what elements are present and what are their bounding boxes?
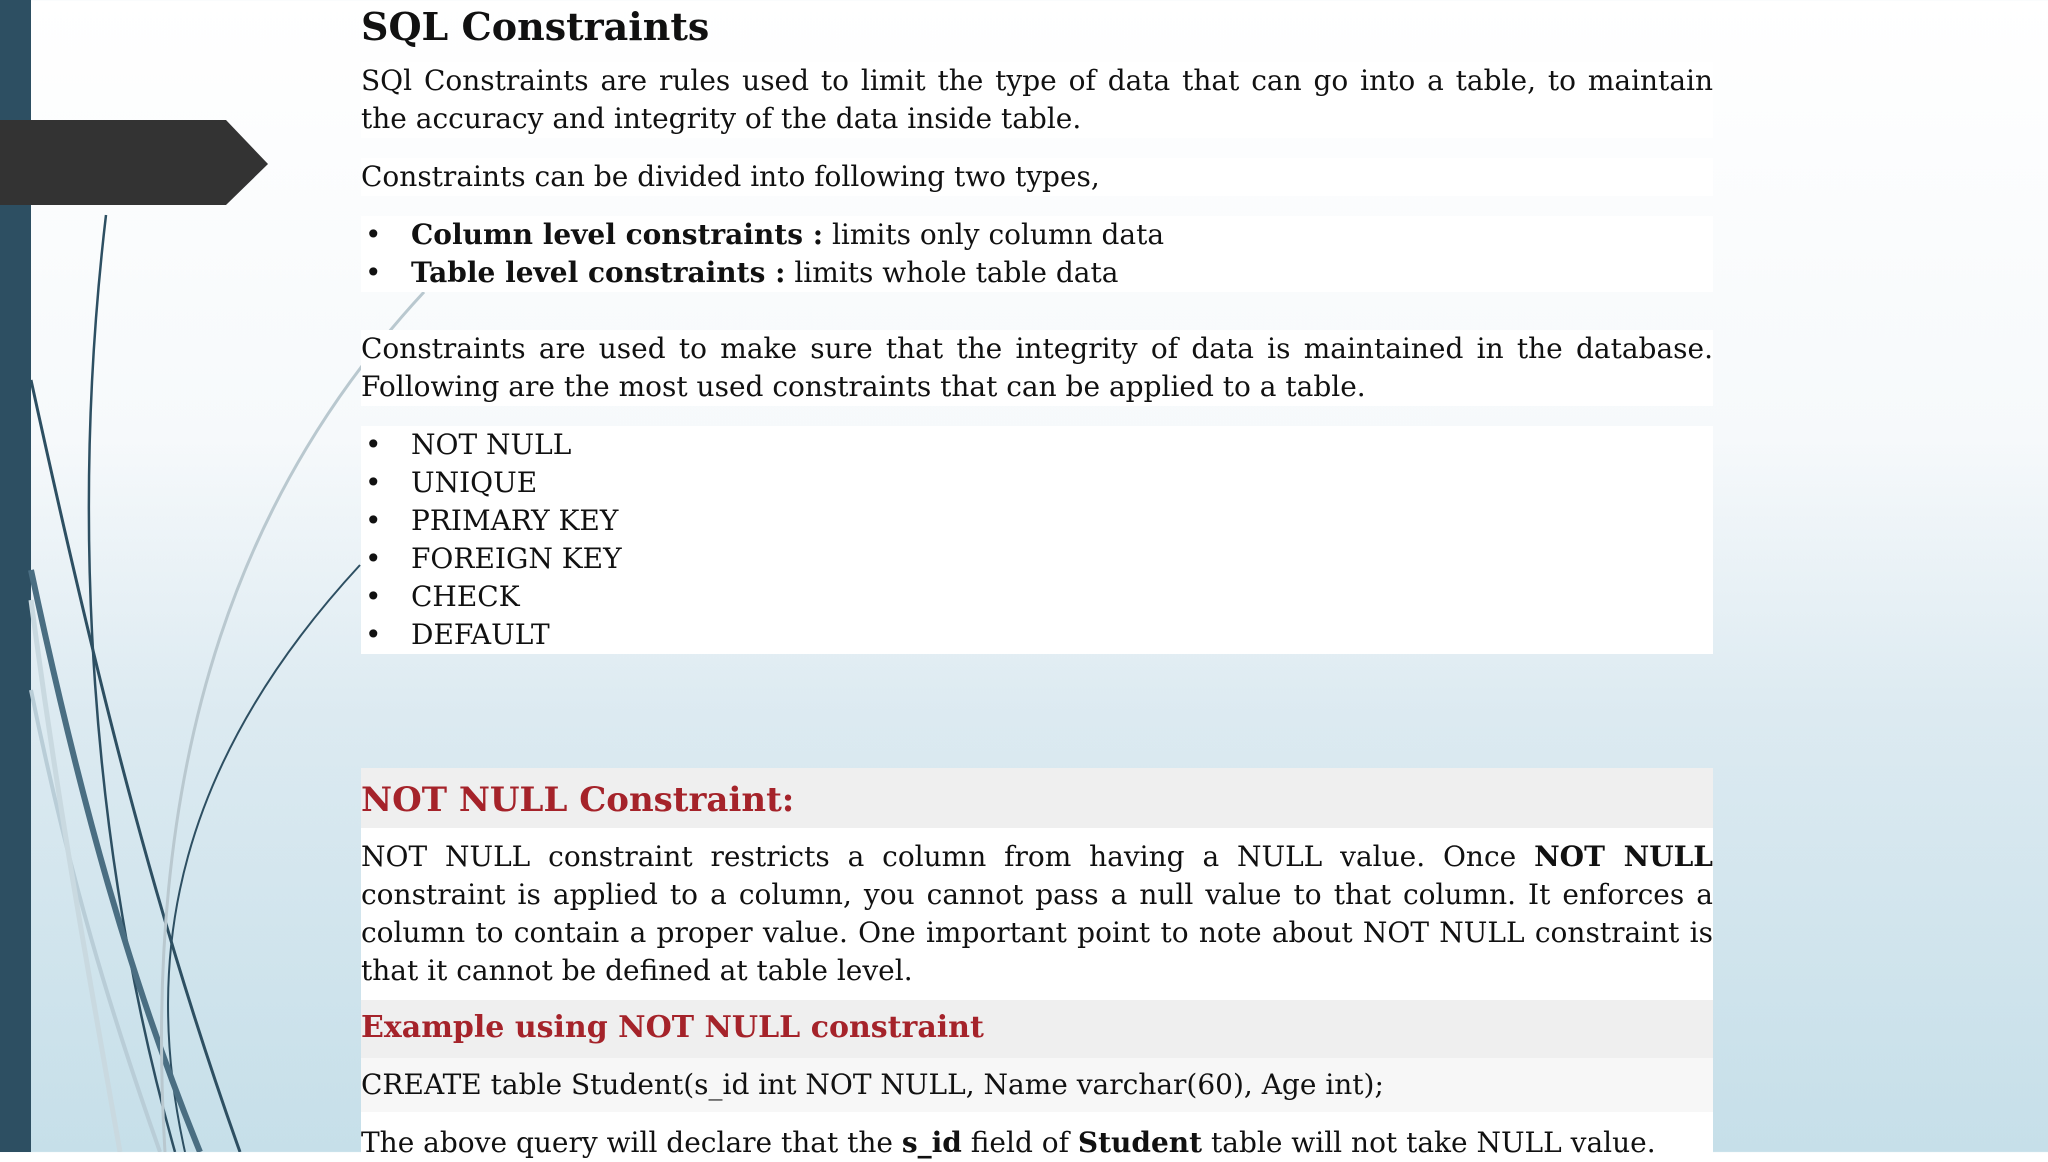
page-title: SQL Constraints <box>361 4 710 49</box>
footer-paragraph: The above query will declare that the s_id field of Student table will not take NULL value. <box>361 1112 1713 1162</box>
types-intro: Constraints can be divided into following two types, <box>361 158 1713 196</box>
notnull-heading: NOT NULL Constraint: <box>361 780 795 820</box>
list-item: • FOREIGN KEY <box>365 542 622 575</box>
integrity-paragraph: Constraints are used to make sure that the integrity of data is maintained in the database. Following are the most used constraints that can be applied to a table. <box>361 330 1713 406</box>
example-heading: Example using NOT NULL constraint <box>361 1010 984 1045</box>
list-item: • PRIMARY KEY <box>365 504 619 537</box>
example-heading-band <box>361 1000 1713 1058</box>
list-item: • Column level constraints : limits only column data <box>365 218 1165 251</box>
code-example: CREATE table Student(s_id int NOT NULL, Name varchar(60), Age int); <box>361 1058 1713 1112</box>
types-list <box>361 216 1713 292</box>
list-item: • DEFAULT <box>365 618 550 651</box>
slide-content <box>361 0 1713 1162</box>
notnull-paragraph: NOT NULL constraint restricts a column from having a NULL value. Once NOT NULL constraint is applied to a column, you cannot pass a null value to that column. It enforces a column to contain a proper value. One important point to note about NOT NULL constraint is that it cannot be defined at table level. <box>361 828 1713 1000</box>
constraints-list <box>361 426 1713 654</box>
notnull-heading-band <box>361 768 1713 828</box>
intro-paragraph: SQl Constraints are rules used to limit the type of data that can go into a table, to maintain the accuracy and integrity of the data inside table. <box>361 62 1713 138</box>
arrow-banner <box>0 120 268 205</box>
list-item: • UNIQUE <box>365 466 538 499</box>
list-item: • CHECK <box>365 580 520 613</box>
list-item: • Table level constraints : limits whole table data <box>365 256 1119 289</box>
list-item: • NOT NULL <box>365 428 572 461</box>
